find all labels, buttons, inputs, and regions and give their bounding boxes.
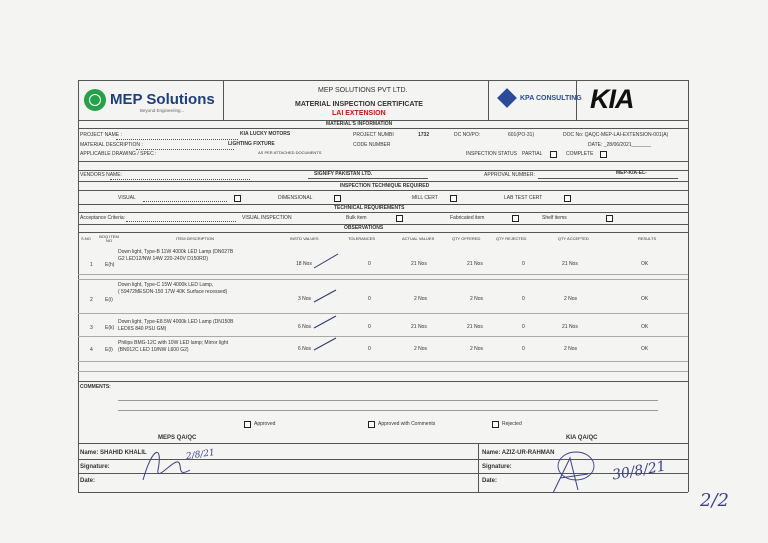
vendor-label: VENDORS NAME: [80, 172, 122, 178]
row4-result: OK [641, 346, 649, 352]
row2-rejected: 0 [522, 296, 525, 302]
row3-boq: E(k) [105, 325, 115, 331]
technique-title: INSPECTION TECHNIQUE REQUIRED [340, 183, 430, 189]
complete-label: COMPLETE [566, 151, 594, 157]
shelf-items-checkbox[interactable] [606, 215, 613, 222]
kia-logo: KIA [590, 84, 634, 114]
project-number-value: 1732 [418, 132, 430, 138]
kia-handwritten-date: 30/8/21 [611, 458, 667, 484]
row1-accepted: 21 Nos [562, 261, 578, 267]
row4-desc2: (BN012C LED 10/NW L600 G2) [118, 347, 189, 353]
meps-qaqc-title: MEPS QA/QC [158, 435, 197, 441]
material-description-value: LIGHTING FIXTURE [228, 141, 275, 147]
col-tolerances: TOLERANCES [348, 236, 376, 241]
check-marks [310, 250, 344, 360]
rule [78, 279, 688, 280]
do-value: 601(PO-31) [508, 132, 535, 138]
row1-result: OK [641, 261, 649, 267]
row3-desc2: LEDIIS 840 PSU GM) [118, 326, 167, 332]
approved-checkbox[interactable] [244, 421, 251, 428]
meps-handwritten-date: 2/8/21 [185, 448, 216, 462]
kpa-logo-text: KPA CONSULTING [520, 95, 582, 102]
drawing-label: APPLICABLE DRAWING / SPEC : [80, 151, 157, 157]
technique-visual: VISUAL [118, 195, 136, 201]
document-date: DATE: _28/06/2021_______ [588, 142, 652, 148]
partial-checkbox[interactable] [550, 151, 557, 158]
row2-desc2: ( 59472MESON-150 17W 40K Surface recessed) [118, 289, 228, 295]
col-accepted: QTY ACCEPTED [558, 236, 589, 241]
row4-actual: 2 Nos [414, 346, 428, 352]
do-label: DC NO/PO: [454, 132, 481, 138]
rule [223, 80, 224, 120]
material-info-title: MATERIAL'S INFORMATION [326, 121, 393, 127]
col-actual: ACTUAL VALUES [402, 236, 435, 241]
comments-label: COMMENTS: [80, 384, 111, 390]
row4-std: 6 Nos [298, 346, 312, 352]
doc-number: DOC No: QAQC-MEP-LAI-EXTENSION-001(A) [563, 132, 669, 138]
row1-offered: 21 Nos [467, 261, 483, 267]
tech-requirements-title: TECHNICAL REQUIREMENTS [334, 205, 405, 211]
row3-result: OK [641, 324, 649, 330]
col-std-values: INSTD VALUES [290, 236, 319, 241]
kia-name: Name: AZIZ-UR-RAHMAN [482, 450, 555, 456]
row4-desc1: Philips BMG-12C with 10W LED lamp; Mirror light [118, 340, 229, 346]
row1-tol: 0 [368, 261, 371, 267]
row4-boq: E(l) [105, 347, 113, 353]
mill-cert-checkbox[interactable] [450, 195, 457, 202]
approved-with-comments-checkbox[interactable] [368, 421, 375, 428]
row1-sno: 1 [90, 262, 93, 268]
row2-sno: 2 [90, 297, 93, 303]
meps-date-label: Date: [80, 478, 96, 484]
row3-actual: 21 Nos [411, 324, 427, 330]
col-sno: S.NO [81, 236, 91, 241]
kpa-logo-icon [497, 88, 517, 108]
mep-logo-tagline: Beyond Engineering... [140, 108, 185, 113]
lab-test-checkbox[interactable] [564, 195, 571, 202]
rule [78, 128, 688, 129]
row4-rejected: 0 [522, 346, 525, 352]
page-mark: 2/2 [700, 490, 729, 511]
row1-desc1: Down light, Type-B 11W 4000k LED Lamp (DN027B [118, 249, 234, 255]
row2-std: 3 Nos [298, 296, 312, 302]
mep-logo-icon [84, 89, 106, 111]
rule [308, 178, 428, 179]
req-visual-inspection: VISUAL INSPECTION [242, 215, 292, 221]
complete-checkbox[interactable] [600, 151, 607, 158]
rule [78, 232, 688, 233]
req-fabricated-item: Fabricated item [450, 215, 485, 221]
row1-desc2: G2 LED12/NW 14W 220-240V D150RD) [118, 256, 209, 262]
rule [78, 381, 688, 382]
kia-signature [548, 448, 608, 498]
row1-std: 18 Nos [296, 261, 312, 267]
row2-accepted: 2 Nos [564, 296, 578, 302]
req-shelf-items: Shelf items [542, 215, 567, 221]
approved-label: Approved [254, 421, 276, 427]
row2-actual: 2 Nos [414, 296, 428, 302]
drawing-value: AS PER ATTACHED DOCUMENTS [258, 150, 322, 155]
rule [110, 179, 250, 180]
rule [78, 371, 688, 372]
rule [78, 336, 688, 337]
project-number-label: PROJECT NUMBI [353, 132, 394, 138]
rule [78, 80, 688, 81]
req-bulk-item: Bulk item [346, 215, 367, 221]
material-description-label: MATERIAL DESCRIPTION : [80, 142, 143, 148]
technique-lab-test: LAB TEST CERT [504, 195, 543, 201]
rule [78, 313, 688, 314]
row3-sno: 3 [90, 325, 93, 331]
rule [78, 274, 688, 275]
meps-signature-label: Signature: [80, 464, 110, 470]
code-number-label: CODE NUMBER [353, 142, 391, 148]
fabricated-item-checkbox[interactable] [512, 215, 519, 222]
document-title: MATERIAL INSPECTION CERTIFICATE [295, 101, 423, 108]
col-rejected: QTY REJECTED [496, 236, 527, 241]
rule [78, 170, 688, 171]
row3-rejected: 0 [522, 324, 525, 330]
approval-label: APPROVAL NUMBER: [484, 172, 535, 178]
rule [78, 80, 79, 492]
approval-value: MEP-KIA-EL- [616, 170, 647, 176]
row3-offered: 21 Nos [467, 324, 483, 330]
project-name-label: PROJECT NAME : [80, 132, 122, 138]
project-name-value: KIA LUCKY MOTORS [240, 131, 291, 137]
col-offered: QTY OFFERED [452, 236, 481, 241]
meps-signature [138, 440, 198, 490]
inspection-status-label: INSPECTION STATUS [466, 151, 517, 157]
dimensional-checkbox[interactable] [334, 195, 341, 202]
bulk-item-checkbox[interactable] [396, 215, 403, 222]
row4-tol: 0 [368, 346, 371, 352]
row3-desc1: Down light, Type-E8.5W 4000k LED Lamp (DN150B [118, 319, 234, 325]
approved-with-comments-label: Approved with Comments [378, 421, 436, 427]
rule [78, 161, 688, 162]
row4-sno: 4 [90, 347, 93, 353]
vendor-value: SIGNIFY PAKISTAN LTD. [314, 171, 373, 177]
row3-std: 6 Nos [298, 324, 312, 330]
rule [78, 224, 688, 225]
rejected-checkbox[interactable] [492, 421, 499, 428]
rule [688, 80, 689, 492]
rule [116, 139, 238, 140]
inspection-certificate [78, 80, 688, 492]
visual-checkbox[interactable] [234, 195, 241, 202]
row4-offered: 2 Nos [470, 346, 484, 352]
rule [78, 190, 688, 191]
row3-tol: 0 [368, 324, 371, 330]
observations-title: OBSERVATIONS [344, 225, 384, 231]
row1-boq: E(h) [105, 262, 115, 268]
rule [143, 201, 227, 202]
rule [126, 221, 236, 222]
kia-signature-label: Signature: [482, 464, 512, 470]
rejected-label: Rejected [502, 421, 522, 427]
rule [478, 443, 479, 492]
col-boq: BOQ ITEM NO [99, 234, 119, 243]
document-subtitle: LAI EXTENSION [332, 110, 386, 117]
kia-qaqc-title: KIA QA/QC [566, 435, 598, 441]
row2-result: OK [641, 296, 649, 302]
rule [78, 212, 688, 213]
rule [118, 410, 658, 411]
meps-name: Name: SHAHID KHALIL [80, 450, 147, 456]
row2-desc1: Down light, Type-C 15W 4000k LED Lamp, [118, 282, 214, 288]
rule [118, 400, 658, 401]
rule [488, 80, 489, 120]
rule [136, 149, 234, 150]
row2-tol: 0 [368, 296, 371, 302]
mep-logo-name: MEP Solutions [110, 91, 215, 108]
row2-offered: 2 Nos [470, 296, 484, 302]
col-results: RESULTS [638, 236, 657, 241]
row4-accepted: 2 Nos [564, 346, 578, 352]
row3-accepted: 21 Nos [562, 324, 578, 330]
partial-label: PARTIAL [522, 151, 543, 157]
row1-rejected: 0 [522, 261, 525, 267]
rule [78, 361, 688, 362]
technique-mill-cert: MILL CERT [412, 195, 438, 201]
row2-boq: E(i) [105, 297, 113, 303]
rule [78, 181, 688, 182]
kia-date-label: Date: [482, 478, 498, 484]
col-description: ITEM DESCRIPTION [176, 236, 215, 241]
company-name: MEP SOLUTIONS PVT LTD. [318, 87, 408, 94]
row1-actual: 21 Nos [411, 261, 427, 267]
technique-dimensional: DIMENSIONAL [278, 195, 313, 201]
acceptance-label: Acceptance Criteria: [80, 215, 126, 221]
rule [538, 178, 678, 179]
